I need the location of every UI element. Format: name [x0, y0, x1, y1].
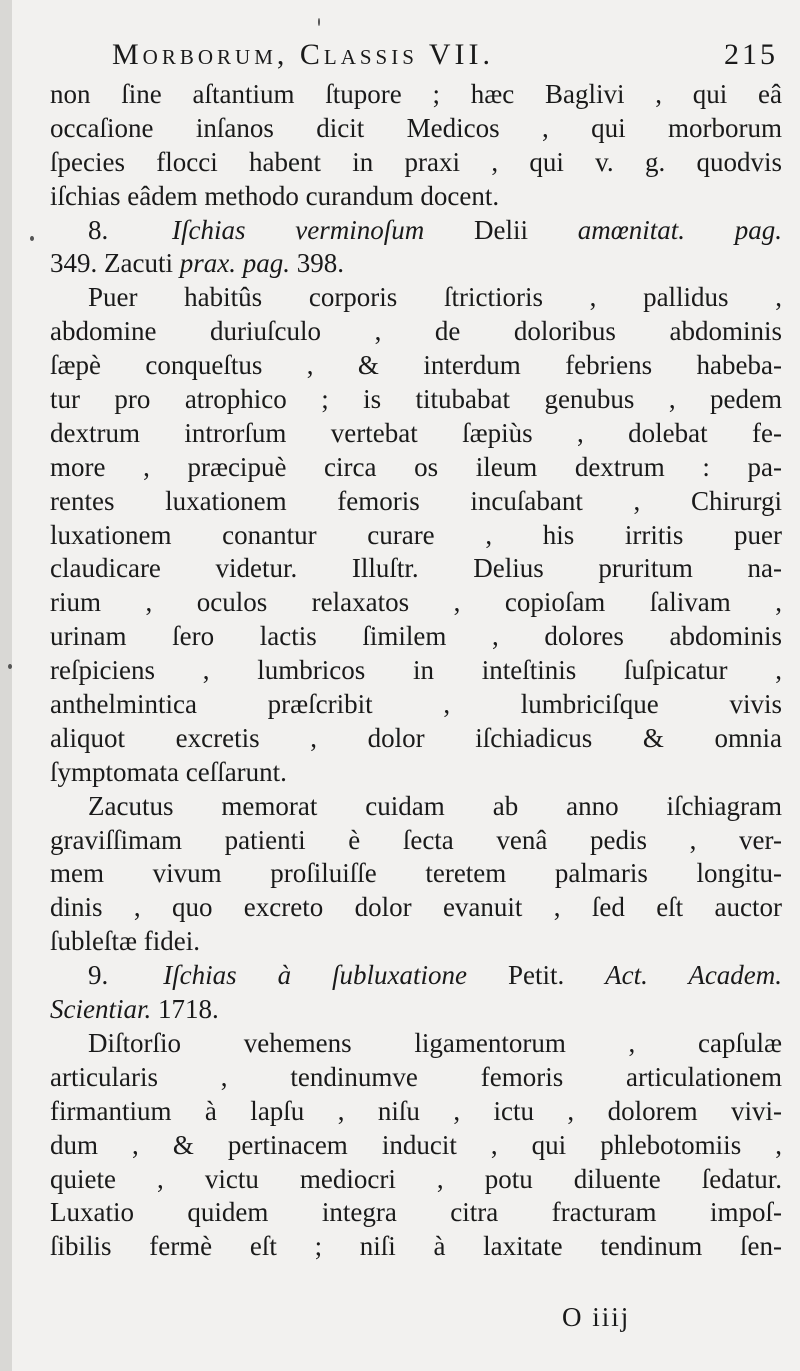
ink-speck	[8, 664, 12, 669]
reference-page-number: 398.	[296, 248, 344, 279]
text-line: abdomine duriuſculo , de doloribus abdominis	[50, 316, 782, 347]
paragraph-2	[50, 281, 782, 789]
text-line: occaſione inſanos dicit Medicos , qui morborum	[50, 112, 782, 143]
text-line: tur pro atrophico ; is titubabat genubus , pedem	[50, 384, 782, 415]
text-line: mem vivum proſiluiſſe teretem palmaris longitu-	[50, 858, 782, 889]
section-source: Act. Academ.	[605, 960, 783, 991]
text-line: ſubleſtæ fidei.	[50, 926, 200, 957]
reference-page: 349.	[50, 248, 98, 279]
text-line: luxationem conantur curare , his irritis puer	[50, 519, 782, 550]
text-line: non ſine aſtantium ſtupore ; hæc Baglivi , qui eâ	[50, 79, 782, 109]
section-number: 9.	[88, 960, 109, 991]
text-line: Luxatio quidem integra citra fracturam impoſ-	[50, 1197, 782, 1228]
running-head-title: Morborum, Classis VII.	[112, 38, 495, 71]
reference-source: Scientiar.	[50, 994, 152, 1025]
section-title: Iſchias à ſubluxatione	[163, 960, 468, 991]
section-reference-line	[50, 247, 782, 281]
paragraph-3	[50, 790, 782, 959]
ink-speck	[318, 18, 320, 26]
text-line: urinam ſero lactis ſimilem , dolores abdominis	[50, 621, 782, 652]
text-line: ſymptomata ceſſarunt.	[50, 756, 287, 787]
text-line: graviſſimam patienti è ſecta venâ pedis , ver-	[50, 824, 782, 855]
text-line: articularis , tendinumve femoris articulationem	[50, 1061, 782, 1092]
text-line: ſibilis fermè eſt ; niſi à laxitate tendinum ſen-	[50, 1231, 782, 1262]
section-number: 8.	[88, 214, 109, 245]
text-line: firmantium à lapſu , niſu , ictu , dolorem vivi-	[50, 1095, 782, 1126]
reference-source: prax. pag.	[179, 248, 290, 279]
text-line: Puer habitûs corporis ſtrictioris , pallidus ,	[88, 282, 782, 313]
section-reference-line	[50, 993, 782, 1027]
text-line: dum , & pertinacem inducit , qui phlebotomiis ,	[50, 1129, 782, 1160]
text-line: anthelmintica præſcribit , lumbriciſque vivis	[50, 689, 782, 720]
paragraph-4	[50, 1027, 782, 1264]
text-line: ſæpè conqueſtus , & interdum febriens habeba-	[50, 350, 782, 381]
ink-speck	[30, 236, 34, 241]
text-line: Zacutus memorat cuidam ab anno iſchiagram	[88, 790, 782, 821]
text-block	[50, 38, 782, 1264]
text-line: reſpiciens , lumbricos in inteſtinis ſuſpicatur ,	[50, 655, 782, 686]
reference-author: Zacuti	[104, 248, 173, 279]
reference-year: 1718.	[158, 994, 219, 1025]
text-line: ſpecies flocci habent in praxi , qui v. g. quodvis	[50, 146, 782, 177]
section-author: Delii	[474, 214, 528, 245]
paragraph-1	[50, 78, 782, 214]
page-number: 215	[724, 38, 778, 71]
text-line: dextrum introrſum vertebat ſæpiùs , dolebat fe-	[50, 417, 782, 448]
text-line: claudicare videtur. Illuſtr. Delius pruritum na-	[50, 553, 782, 584]
page-gutter-shadow	[0, 0, 12, 1371]
section-title: Iſchias verminoſum	[172, 214, 425, 245]
signature-mark: O iiij	[562, 1302, 631, 1332]
text-line: rentes luxationem femoris incuſabant , Chirurgi	[50, 485, 782, 516]
section-author: Petit.	[507, 960, 565, 991]
section-heading-line	[50, 214, 782, 248]
section-source: amœnitat. pag.	[577, 214, 783, 245]
text-line: quiete , victu mediocri , potu diluente ſedatur.	[50, 1163, 782, 1194]
running-head	[50, 38, 782, 78]
text-line: more , præcipuè circa os ileum dextrum : pa-	[50, 451, 782, 482]
section-9-heading	[50, 959, 782, 1027]
section-heading-line	[50, 959, 782, 993]
text-line: dinis , quo excreto dolor evanuit , ſed eſt auctor	[50, 892, 782, 923]
text-line: iſchias eâdem methodo curandum docent.	[50, 180, 500, 211]
section-8-heading	[50, 214, 782, 282]
text-line: rium , oculos relaxatos , copioſam ſalivam ,	[50, 587, 782, 618]
text-line: Diſtorſio vehemens ligamentorum , capſulæ	[88, 1027, 782, 1058]
text-line: aliquot excretis , dolor iſchiadicus & omnia	[50, 722, 782, 753]
